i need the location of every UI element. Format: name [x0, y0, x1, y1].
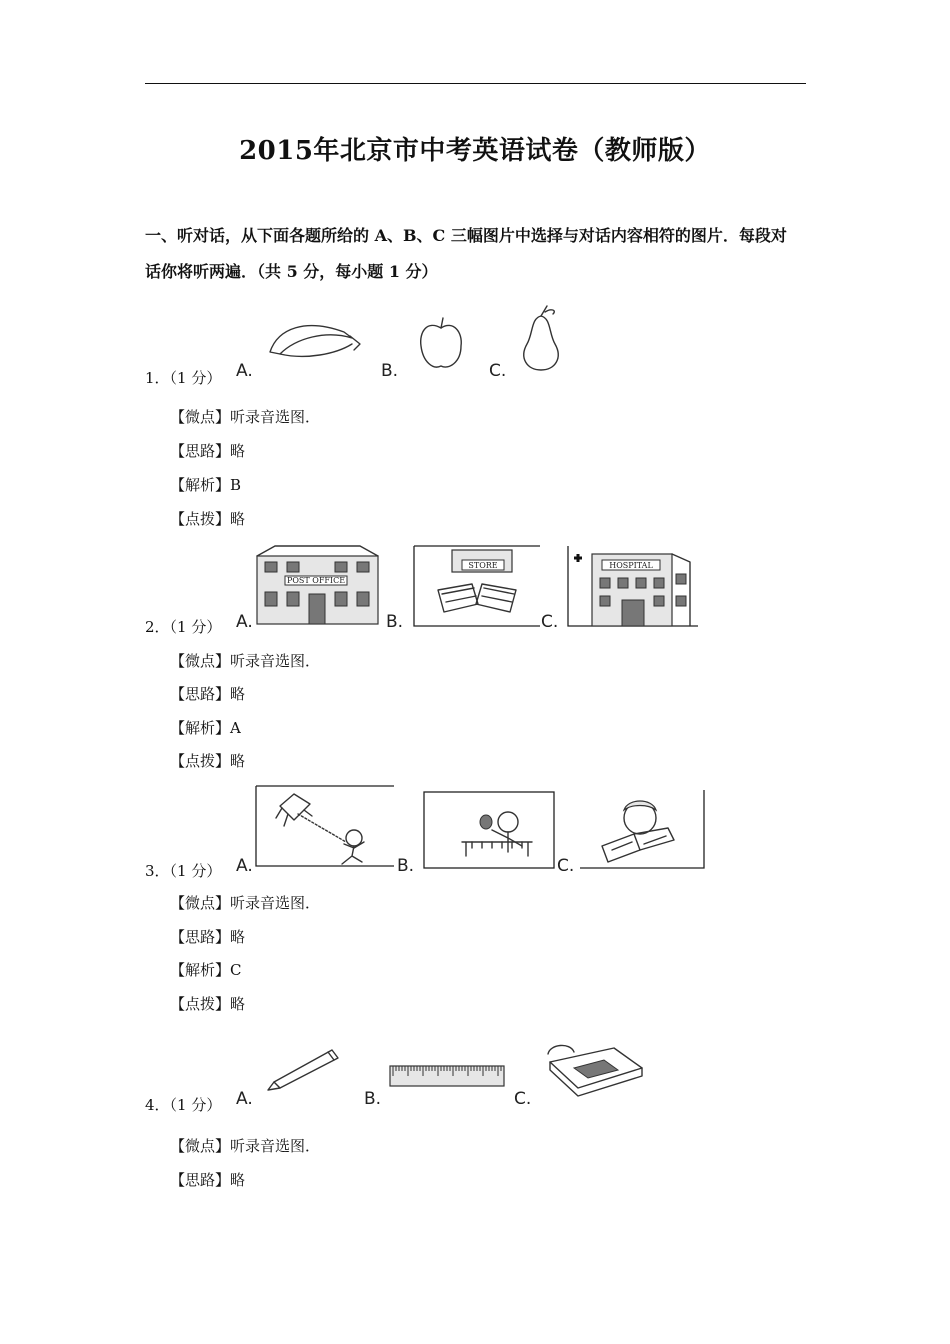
table-tennis-image: [422, 790, 556, 870]
banana-image: [266, 310, 362, 362]
question-2-number: 2．（1 分）: [145, 618, 222, 636]
ruler-image: [388, 1064, 506, 1088]
q4-option-a-label: A.: [236, 1089, 253, 1109]
post-office-image: [255, 542, 380, 626]
store-image: [412, 544, 542, 628]
hospital-sign: HOSPITAL: [609, 561, 653, 570]
q1-option-b-label: B.: [381, 361, 399, 381]
post-office-sign: POST OFFICE: [286, 576, 346, 585]
q1-jiexi: 【解析】B: [170, 476, 242, 494]
section-instructions-line2: 话你将听两遍．（共 5 分，每小题 1 分）: [145, 262, 438, 281]
question-1-number: 1．（1 分）: [145, 369, 222, 387]
store-sign: STORE: [468, 561, 498, 570]
kite-flying-image: [254, 784, 396, 868]
q1-option-a-label: A.: [236, 361, 253, 381]
q1-weidian: 【微点】听录音选图．: [170, 408, 321, 426]
q2-option-b-label: B.: [386, 612, 404, 632]
q1-dianbo: 【点拨】略: [170, 510, 246, 528]
question-4-number: 4．（1 分）: [145, 1096, 222, 1114]
q3-weidian: 【微点】听录音选图．: [170, 894, 321, 912]
q2-option-c-label: C.: [541, 612, 559, 632]
q1-option-c-label: C.: [489, 361, 507, 381]
page-title: 2015年北京市中考英语试卷（教师版）: [239, 136, 711, 166]
q3-option-a-label: A.: [236, 856, 253, 876]
pencil-image: [264, 1046, 342, 1094]
q3-dianbo: 【点拨】略: [170, 995, 246, 1013]
q3-jiexi: 【解析】C: [170, 961, 242, 979]
q2-weidian: 【微点】听录音选图．: [170, 652, 321, 670]
q4-silu: 【思路】略: [170, 1171, 246, 1189]
question-3-number: 3．（1 分）: [145, 862, 222, 880]
q3-option-b-label: B.: [397, 856, 415, 876]
hospital-image: [566, 544, 700, 628]
header-rule: [145, 83, 806, 84]
q3-option-c-label: C.: [557, 856, 575, 876]
q2-jiexi: 【解析】A: [170, 719, 241, 737]
q3-silu: 【思路】略: [170, 928, 246, 946]
q4-option-b-label: B.: [364, 1089, 382, 1109]
apple-image: [417, 316, 465, 372]
q4-weidian: 【微点】听录音选图．: [170, 1137, 321, 1155]
reading-boy-image: [578, 788, 706, 870]
q4-option-c-label: C.: [514, 1089, 532, 1109]
pencil-case-image: [544, 1040, 646, 1096]
q2-option-a-label: A.: [236, 612, 253, 632]
q2-silu: 【思路】略: [170, 685, 246, 703]
pear-image: [517, 304, 565, 374]
q2-dianbo: 【点拨】略: [170, 752, 246, 770]
section-instructions-line1: 一、听对话，从下面各题所给的 A、B、C 三幅图片中选择与对话内容相符的图片．每段对: [145, 226, 787, 245]
q1-silu: 【思路】略: [170, 442, 246, 460]
